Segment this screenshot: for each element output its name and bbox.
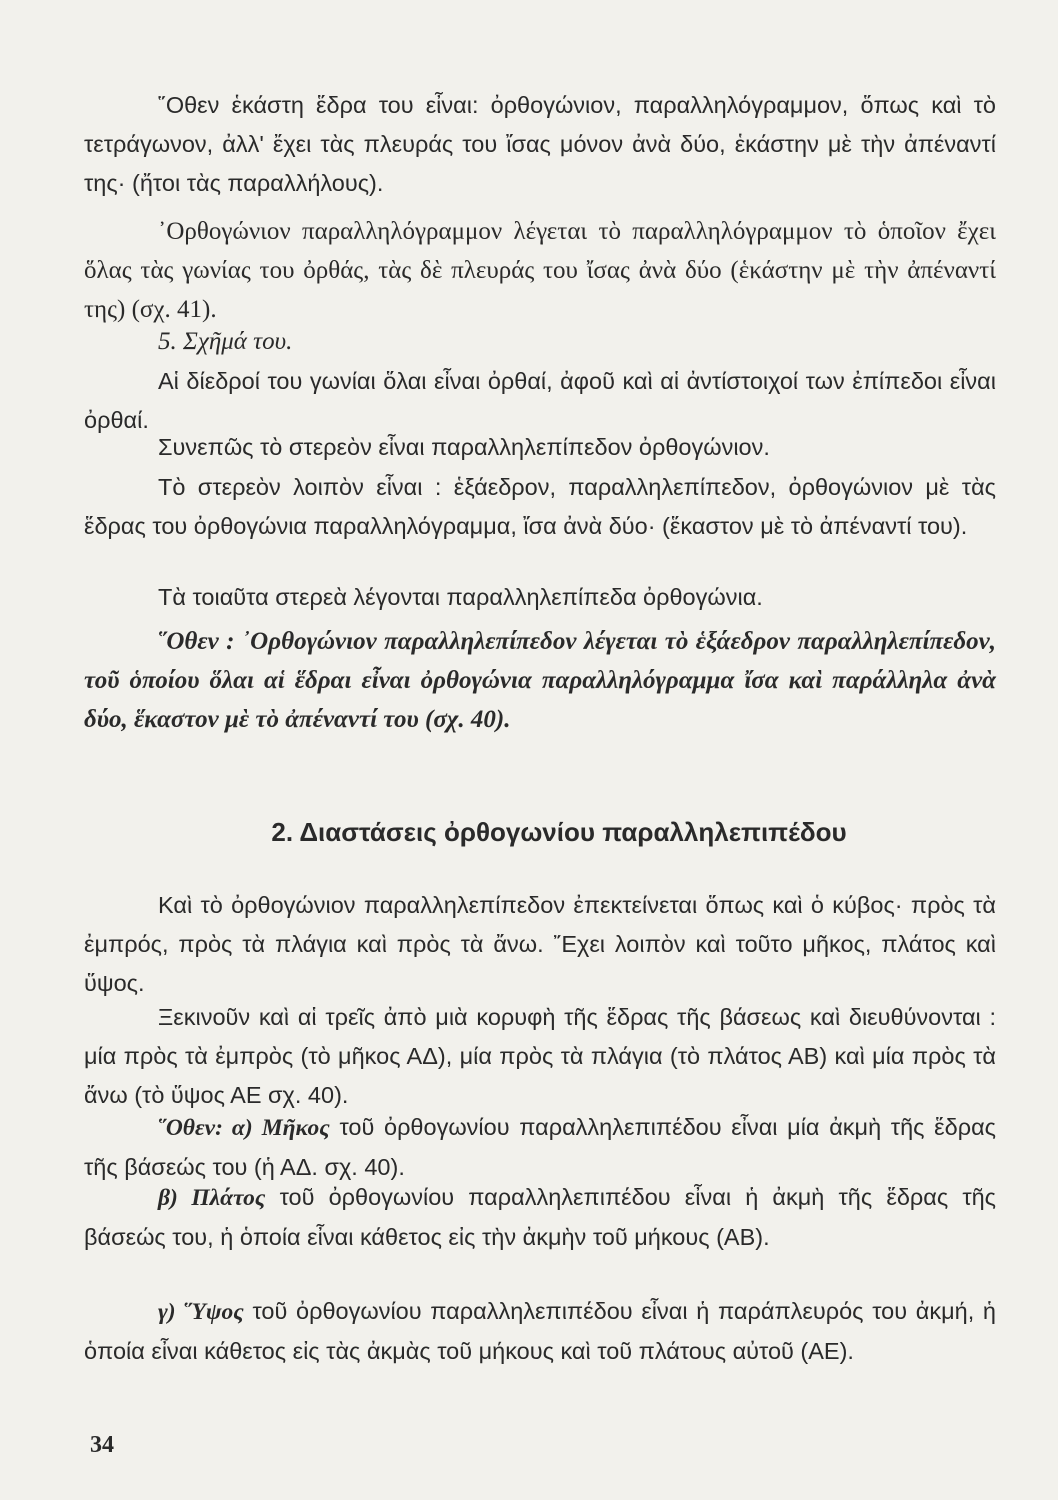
height-body: τοῦ ὀρθογωνίου παραλληλεπιπέδου εἶναι ἡ παράπλευρός του ἀκμή, ἡ ὁποία εἶναι κάθετος εἰς τὰς ἀκμὰς τοῦ μήκους καὶ τοῦ πλάτους αὐτοῦ (ΑΕ). bbox=[84, 1298, 996, 1364]
section-subheading-shape: 5. Σχῆμά του. bbox=[158, 328, 293, 355]
definition-body: ᾿Ορθογώνιον παραλληλεπίπεδον λέγεται τὸ ἑξάεδρον παραλληλεπίπεδον, τοῦ ὁποίου ὅλαι αἱ ἕδραι εἶναι ὀρθογώνια παραλληλόγραμμα ἴσα καὶ παράλληλα ἀνὰ δύο, ἕκαστον μὲ τὸ ἀπέναντί του (σχ. 40). bbox=[84, 628, 997, 733]
page-number: 34 bbox=[90, 1432, 114, 1458]
paragraph-length bbox=[84, 1108, 996, 1187]
section-heading-dimensions: 2. Διαστάσεις ὀρθογωνίου παραλληλεπιπέδου bbox=[271, 817, 847, 847]
width-lead: β) Πλάτος bbox=[158, 1185, 266, 1211]
length-lead: ῞Οθεν: α) Μῆκος bbox=[158, 1115, 330, 1141]
paragraph-three-edges: Ξεκινοῦν καὶ αἱ τρεῖς ἀπὸ μιὰ κορυφὴ τῆς ἕδρας τῆς βάσεως καὶ διευθύνονται : μία πρὸς τὰ ἐμπρὸς (τὸ μῆκος ΑΔ), μία πρὸς τὰ πλάγια (τὸ πλάτος ΑΒ) καὶ μία πρὸς τὰ ἄνω (τὸ ὕψος ΑΕ σχ. 40). bbox=[84, 1004, 996, 1108]
paragraph-solid-summary: Τὸ στερεὸν λοιπὸν εἶναι : ἑξάεδρον, παραλληλεπίπεδον, ὀρθογώνιον μὲ τὰς ἕδρας του ὀρθογώνια παραλληλόγραμμα, ἴσα ἀνὰ δύο· (ἕκαστον μὲ τὸ ἀπέναντί του). bbox=[84, 474, 996, 539]
paragraph-extends: Καὶ τὸ ὀρθογώνιον παραλληλεπίπεδον ἐπεκτείνεται ὅπως καὶ ὁ κύβος· πρὸς τὰ ἐμπρός, πρὸς τὰ πλάγια καὶ πρὸς τὰ ἄνω. ῎Εχει λοιπὸν καὶ τοῦτο μῆκος, πλάτος καὶ ὕψος. bbox=[84, 892, 996, 996]
height-lead: γ) ῞Υψος bbox=[158, 1299, 244, 1325]
paragraph-consequently: Συνεπῶς τὸ στερεὸν εἶναι παραλληλεπίπεδον ὀρθογώνιον. bbox=[158, 434, 770, 460]
length-body: τοῦ ὀρθογωνίου παραλληλεπιπέδου εἶναι μία ἀκμὴ τῆς ἕδρας τῆς βάσεώς του (ἡ ΑΔ. σχ. 40). bbox=[84, 1114, 996, 1180]
paragraph-height bbox=[84, 1292, 996, 1371]
paragraph-width bbox=[84, 1178, 996, 1257]
paragraph-rectangle-faces: ῞Οθεν ἑκάστη ἕδρα του εἶναι: ὀρθογώνιον, παραλληλόγραμμον, ὅπως καὶ τὸ τετράγωνον, ἀλλ' ἔχει τὰς πλευράς του ἴσας μόνον ἀνὰ δύο, ἑκάστην μὲ τὴν ἀπέναντί της· (ἤτοι τὰς παραλλήλους). bbox=[84, 92, 996, 196]
definition-lead: ῞Οθεν : bbox=[158, 628, 235, 655]
definition-cuboid bbox=[84, 622, 996, 739]
paragraph-such-solids: Τὰ τοιαῦτα στερεὰ λέγονται παραλληλεπίπεδα ὀρθογώνια. bbox=[158, 584, 763, 610]
width-body: τοῦ ὀρθογωνίου παραλληλεπιπέδου εἶναι ἡ ἀκμὴ τῆς ἕδρας τῆς βάσεώς του, ἡ ὁποία εἶναι κάθετος εἰς τὴν ἀκμὴν τοῦ μήκους (ΑΒ). bbox=[84, 1184, 997, 1250]
paragraph-dihedral-angles: Αἱ δίεδροί του γωνίαι ὅλαι εἶναι ὀρθαί, ἀφοῦ καὶ αἱ ἀντίστοιχοί των ἐπίπεδοι εἶναι ὀρθαί. bbox=[84, 368, 996, 433]
paragraph-rectangle-definition: ᾿Ορθογώνιον παραλληλόγραμμον λέγεται τὸ παραλληλόγραμμον τὸ ὁποῖον ἔχει ὅλας τὰς γωνίας του ὀρθάς, τὰς δὲ πλευράς του ἴσας ἀνὰ δύο (ἑκάστην μὲ τὴν ἀπέναντί της) (σχ. 41). bbox=[84, 218, 996, 323]
